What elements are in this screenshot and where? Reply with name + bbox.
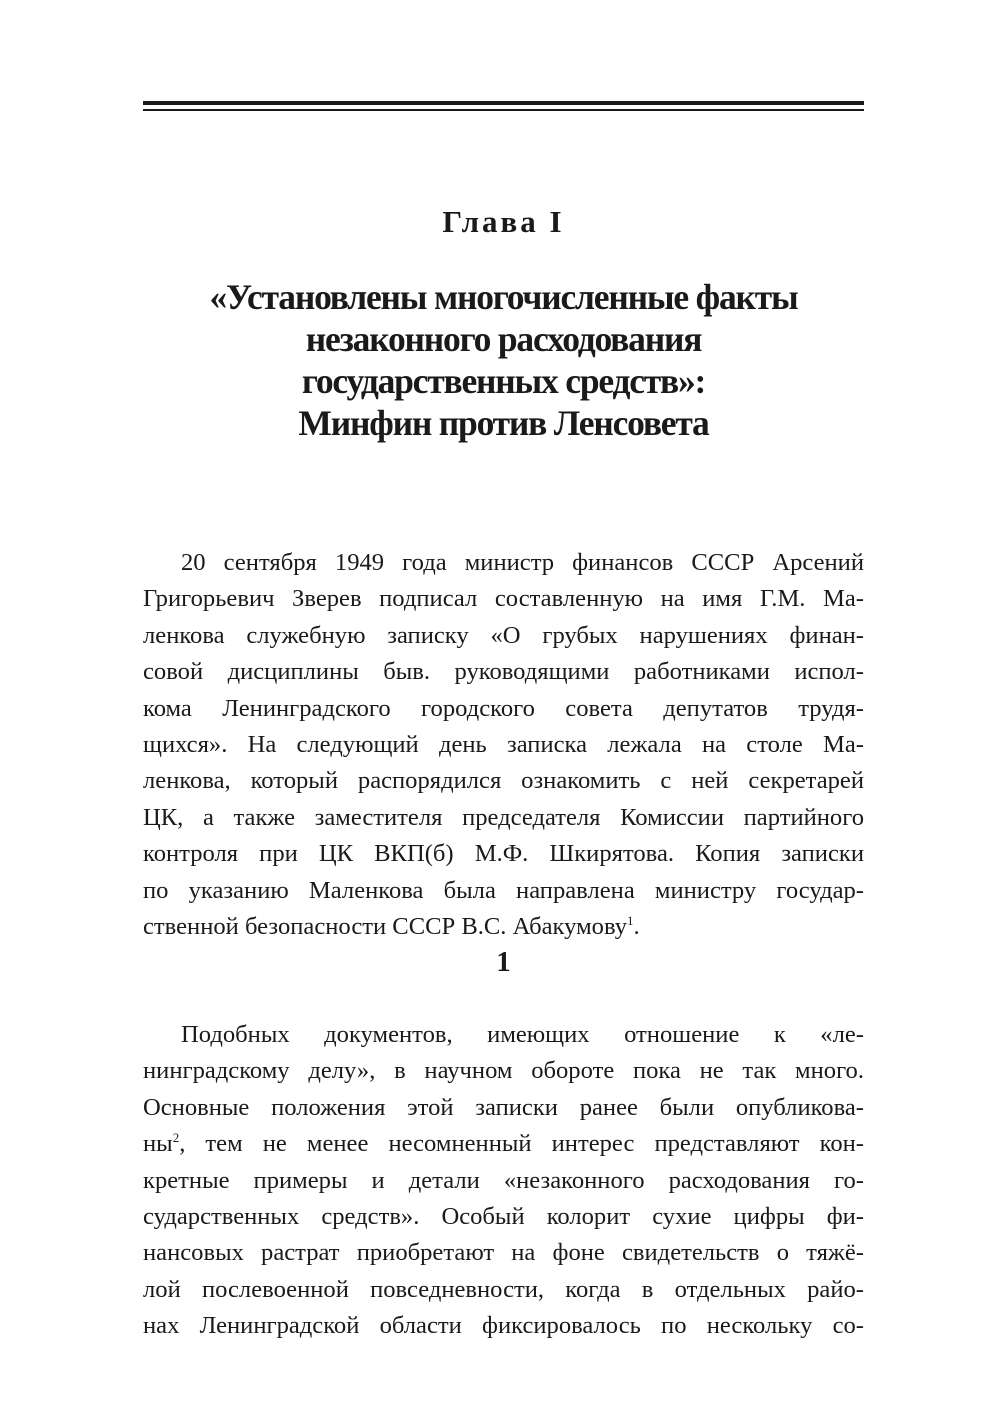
text-segment: . [633, 912, 640, 940]
text-segment: ственной безопасности СССР В.С. Абакумову [143, 912, 628, 940]
footnote-ref-2[interactable]: 2 [172, 1130, 180, 1146]
text-line: нансовых растрат приобретают на фоне свидетельств о тяжё- [143, 1239, 864, 1267]
chapter-title [143, 276, 864, 444]
text-line: кома Ленинградского городского совета депутатов трудя- [143, 694, 864, 722]
text-line: ленкова, который распорядился ознакомить с ней секретарей [143, 767, 864, 795]
text-line: контроля при ЦК ВКП(б) М.Ф. Шкирятова. Копия записки [143, 840, 864, 868]
text-line: щихся». На следующий день записка лежала на столе Ма- [143, 730, 864, 758]
header-rule-thin [143, 109, 864, 111]
text-segment: ны [143, 1130, 173, 1158]
paragraph-body [143, 1017, 864, 1345]
text-line: ленкова служебную записку «О грубых нарушениях финан- [143, 621, 864, 649]
text-line: нах Ленинградской области фиксировалось по нескольку со- [143, 1312, 864, 1340]
text-line: Григорьевич Зверев подписал составленную на имя Г.М. Ма- [143, 585, 864, 613]
text-line: по указанию Маленкова была направлена министру государ- [143, 876, 864, 904]
text-line: ЦК, а также заместителя председателя Комиссии партийного [143, 803, 864, 831]
chapter-title-line: Минфин против Ленсовета [298, 403, 709, 443]
text-line: лой послевоенной повседневности, когда в отдельных райо- [143, 1275, 864, 1303]
chapter-heading: Глава I [442, 204, 565, 239]
text-line: нинградскому делу», в научном обороте пока не так много. [143, 1057, 864, 1085]
footnote-ref-1[interactable]: 1 [627, 912, 634, 928]
text-line: Основные положения этой записки ранее были опубликова- [143, 1093, 864, 1121]
chapter-title-line: «Установлены многочисленные факты [209, 277, 798, 317]
text-line: Подобных документов, имеющих отношение к «ле- [181, 1021, 864, 1048]
text-line: 20 сентября 1949 года министр финансов СССР Арсений [181, 549, 864, 576]
paragraph-intro [143, 545, 864, 945]
text-line-with-footnote [143, 1126, 864, 1162]
text-line-last [143, 909, 864, 945]
text-line: сударственных средств». Особый колорит сухие цифры фи- [143, 1202, 864, 1230]
chapter-title-line: государственных средств»: [301, 361, 706, 401]
section-number: 1 [496, 946, 511, 978]
text-line: совой дисциплины быв. руководящими работниками испол- [143, 658, 864, 686]
text-line: кретные примеры и детали «незаконного расходования го- [143, 1166, 864, 1194]
header-rule-thick [143, 101, 864, 105]
chapter-title-line: незаконного расходования [305, 319, 702, 359]
text-segment: , тем не менее несомненный интерес представляют кон- [179, 1130, 864, 1158]
